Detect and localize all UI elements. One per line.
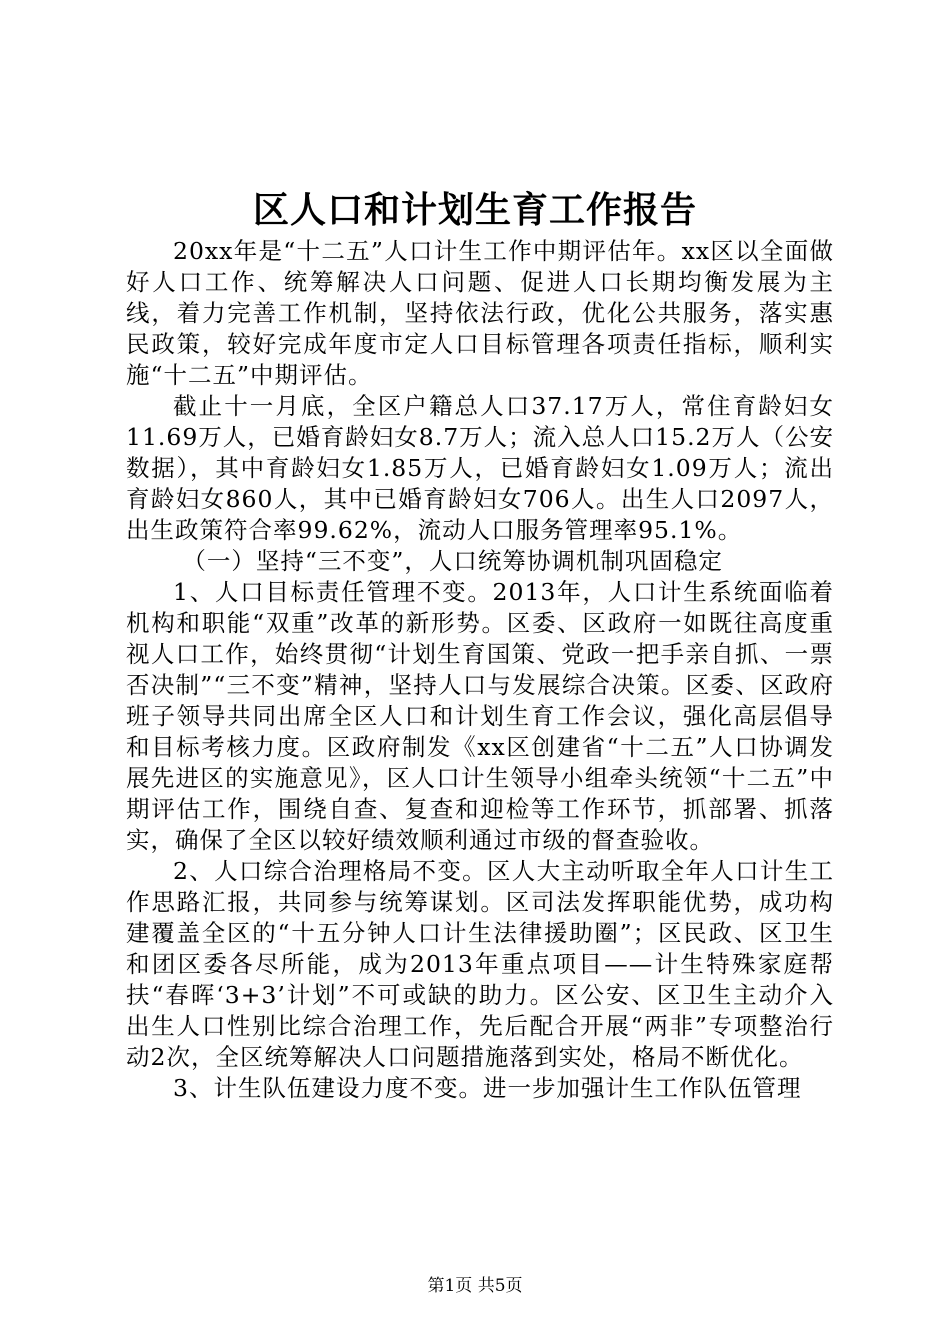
paragraph-item-2: 2、人口综合治理格局不变。区人大主动听取全年人口计生工作思路汇报，共同参与统筹谋划。区司法发挥职能优势，成功构建覆盖全区的“十五分钟人口计生法律援助圈”；区民政、区卫生和团区委各尽所能，成为2013年重点项目——计生特殊家庭帮扶“春晖‘3+3’计划”不可或缺的助力。区公安、区卫生主动介入出生人口性别比综合治理工作，先后配合开展“两非”专项整治行动2次，全区统筹解决人口问题措施落到实处，格局不断优化。 <box>126 857 834 1071</box>
paragraph-item-3: 3、计生队伍建设力度不变。进一步加强计生工作队伍管理 <box>173 1074 802 1102</box>
page-footer: 第1页 共5页 <box>427 1276 523 1296</box>
section-heading-1: （一）坚持“三不变”，人口统筹协调机制巩固稳定 <box>182 547 723 575</box>
paragraph-statistics: 截止十一月底，全区户籍总人口37.17万人，常住育龄妇女11.69万人，已婚育龄妇女8.7万人；流入总人口15.2万人（公安数据），其中育龄妇女1.85万人，已婚育龄妇女1.09万人；流出育龄妇女860人，其中已婚育龄妇女706人。出生人口2097人，出生政策符合率99.62%，流动人口服务管理率95.1%。 <box>126 392 834 544</box>
document-title: 区人口和计划生育工作报告 <box>252 189 697 231</box>
paragraph-intro: 20xx年是“十二五”人口计生工作中期评估年。xx区以全面做好人口工作、统筹解决人口问题、促进人口长期均衡发展为主线，着力完善工作机制，坚持依法行政，优化公共服务，落实惠民政策，较好完成年度市定人口目标管理各项责任指标，顺利实施“十二五”中期评估。 <box>126 237 834 389</box>
document-body <box>126 236 834 1104</box>
paragraph-item-1: 1、人口目标责任管理不变。2013年，人口计生系统面临着机构和职能“双重”改革的新形势。区委、区政府一如既往高度重视人口工作，始终贯彻“计划生育国策、党政一把手亲自抓、一票否决制”“三不变”精神，坚持人口与发展综合决策。区委、区政府班子领导共同出席全区人口和计划生育工作会议，强化高层倡导和目标考核力度。区政府制发《xx区创建省“十二五”人口协调发展先进区的实施意见》，区人口计生领导小组牵头统领“十二五”中期评估工作，围绕自查、复查和迎检等工作环节，抓部署、抓落实，确保了全区以较好绩效顺利通过市级的督查验收。 <box>126 578 834 854</box>
